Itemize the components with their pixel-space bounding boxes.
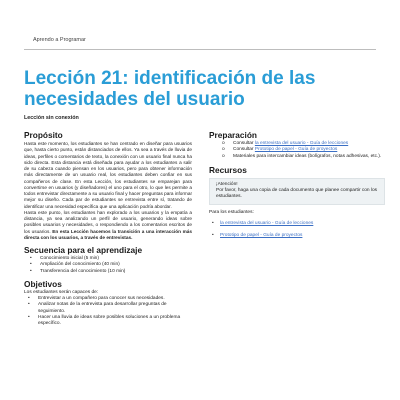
purpose-paragraph-1: Hasta este momento, los estudiantes se han centrado en diseñar para usuarios que, hasta cierto punto, están distanciados de ellos. Ya sea a través de lluvia de ideas, perfiles o comentarios de texto, la conexión con un usuario final nunca ha sido directa. Esta distancia está diseñada para ayudar a los estudiantes a salir de su cabeza cuando piensan en los usuarios, pero para obtener información más directamente de un usuario real, los estudiantes deben confiar en sus compañeros de clase. En esta Lección, los estudiantes se emparejan para convertirse en usuarios (y diseñadores) el uno para el otro, lo que les permite a todos entrevistar directamente a su usuario final y hacer preguntas para informar mejor su diseño. Cada par de estudiantes se entrevista entre sí, tratando de identificar una necesidad específica que una aplicación podría abordar. bbox=[24, 141, 192, 209]
preparation-heading: Preparación bbox=[209, 130, 257, 140]
list-item: • la entrevista del usuario - Guía de lecciones bbox=[212, 221, 314, 227]
page-title: Lección 21: identificación de las necesidades del usuario bbox=[24, 68, 316, 110]
purpose-paragraph-2-bold: En esta Lección hacemos la transición a una interacción más directa con los usuarios, a través de entrevistas. bbox=[24, 228, 192, 240]
preparation-link-prototype[interactable]: Prototipo de papel - Guía de proyectos bbox=[254, 147, 338, 153]
preparation-list bbox=[209, 141, 385, 160]
right-column bbox=[209, 130, 385, 246]
list-item: o Consultar la entrevista del usuario - Guía de lecciones bbox=[222, 141, 349, 146]
preparation-link-interview[interactable]: la entrevista del usuario - Guía de lecciones bbox=[254, 141, 349, 146]
resource-link-prototype[interactable]: Prototipo de papel - Guía de proyectos bbox=[220, 233, 303, 239]
purpose-paragraph-2 bbox=[24, 210, 192, 241]
list-item: o Materiales para intercambiar ideas (bolígrafos, notas adhesivas, etc.). bbox=[222, 153, 382, 159]
objectives-intro: Los estudiantes serán capaces de: bbox=[24, 289, 99, 295]
purpose-paragraph-2-text: Hasta este punto, los estudiantes han explorado a los usuarios y la empatía a distancia, ya sea analizando un perfil de usuario, generando ideas sobre posibles usuarios y necesidades, o respondiendo a los comentarios escritos de los usuarios. bbox=[24, 209, 192, 234]
list-item: • Analizar notas de la entrevista para desarrollar preguntas de seguimiento. bbox=[28, 302, 167, 314]
purpose-heading: Propósito bbox=[24, 130, 63, 140]
list-item: • Prototipo de papel - Guía de proyectos bbox=[212, 233, 303, 239]
list-item: • Transferencia del conocimiento (10 min) bbox=[30, 268, 126, 274]
header-divider bbox=[24, 49, 376, 50]
sequence-list bbox=[24, 256, 192, 275]
list-item: • Ampliación del conocimiento (40 min) bbox=[30, 262, 120, 268]
attention-callout bbox=[209, 178, 385, 205]
objectives-heading: Objetivos bbox=[24, 278, 62, 289]
course-header: Aprendo a Programar bbox=[33, 37, 86, 43]
resource-link-interview[interactable]: la entrevista del usuario - Guía de lecciones bbox=[220, 221, 314, 227]
list-item: • Entrevistar a un compañero para conocer sus necesidades. bbox=[28, 296, 165, 302]
student-resources-list bbox=[209, 221, 385, 240]
list-item: • Conocimiento inicial (5 min) bbox=[30, 256, 99, 261]
resources-heading: Recursos bbox=[209, 164, 247, 175]
callout-body: Por favor, haga una copia de cada documento que planee compartir con los estudiantes. bbox=[216, 188, 378, 200]
students-label: Para los estudiantes: bbox=[209, 209, 254, 215]
list-item: o Consultar Prototipo de papel - Guía de proyectos bbox=[222, 147, 338, 153]
list-item: • Hacer una lluvia de ideas sobre posibles soluciones a un problema específico. bbox=[28, 315, 181, 327]
lesson-modality: Lección sin conexión bbox=[24, 115, 79, 121]
objectives-list bbox=[24, 296, 192, 327]
left-column bbox=[24, 130, 192, 328]
callout-title: ¡Atención! bbox=[216, 181, 238, 187]
sequence-heading: Secuencia para el aprendizaje bbox=[24, 245, 143, 255]
